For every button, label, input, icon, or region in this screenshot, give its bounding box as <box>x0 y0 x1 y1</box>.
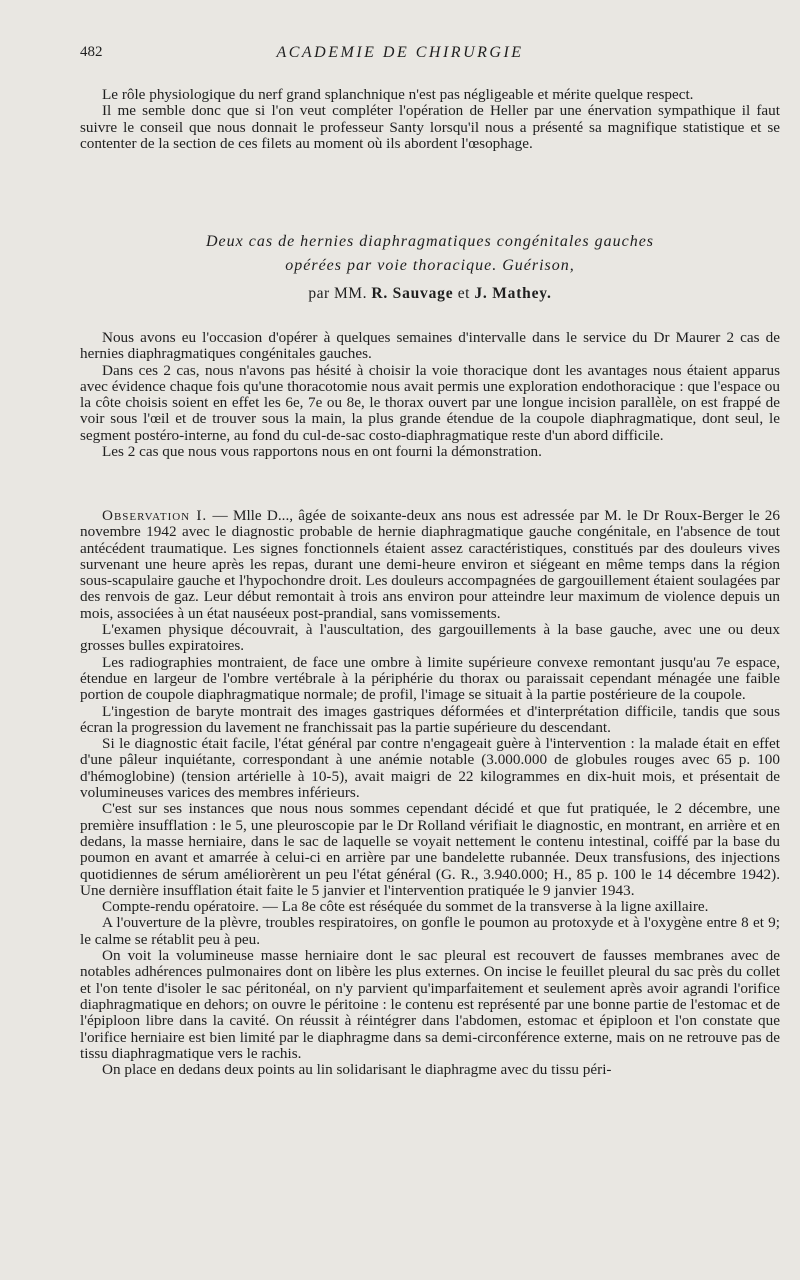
byline <box>80 285 780 303</box>
paragraph: Si le diagnostic était facile, l'état général par contre n'engageait guère à l'intervention : la malade était en effet d'une pâleur inquiétante, correspondant à une anémie notable (3.000.000 de globules rouges avec 65 p. 100 d'hémoglobine) (tension artérielle à 10-5), avait maigri de 22 kilogrammes en dix-huit mois, et présentait de volumineuses varices des membres inférieurs. <box>80 735 780 802</box>
paragraph: L'ingestion de baryte montrait des images gastriques déformées et d'interprétation difficile, tandis que sous écran la progression du lavement ne franchissait pas la partie supérieure du descendant. <box>80 702 780 736</box>
article-title <box>80 230 780 278</box>
paragraph <box>80 508 780 622</box>
intro-text <box>80 87 780 152</box>
author-name: J. Mathey. <box>474 285 552 302</box>
running-head: ACADEMIE DE CHIRURGIE <box>276 44 524 61</box>
paragraph: C'est sur ses instances que nous nous sommes cependant décidé et que fut pratiquée, le 2 décembre, une première insufflation : le 5, une pleuroscopie par le Dr Rolland vérifiait le diagnostic, en montrant, en arrière et en dedans, la masse herniaire, dans le sac de laquelle se voyait nettement le contenu intestinal, coiffé par la base du poumon en avant et amarrée à celui-ci en arrière par une bandelette rubannée. Deux transfusions, des injections quotidiennes de sérum améliorèrent un peu l'état général (G. R., 3.940.000; H., 85 p. 100 le 14 décembre 1942). Une dernière insufflation était faite le 5 janvier et l'intervention pratiquée le 9 janvier 1943. <box>80 800 780 899</box>
article-intro <box>80 330 780 460</box>
paragraph: Compte-rendu opératoire. — La 8e côte est réséquée du sommet de la transverse à la ligne axillaire. <box>102 898 709 916</box>
paragraph: Le rôle physiologique du nerf grand splanchnique n'est pas négligeable et mérite quelque respect. <box>102 86 694 103</box>
page-header <box>0 44 800 66</box>
title-line: opérées par voie thoracique. Guérison, <box>285 257 575 274</box>
paragraph: Nous avons eu l'occasion d'opérer à quelques semaines d'intervalle dans le service du Dr Maurer 2 cas de hernies diaphragmatiques congénitales gauches. <box>80 329 780 363</box>
paragraph: Dans ces 2 cas, nous n'avons pas hésité à choisir la voie thoracique dont les avantages nous étaient apparus avec évidence chaque fois qu'une thoracotomie nous avait permis une exploration endothoracique : que l'espace ou la côte choisis soient en effet les 6e, 7e ou 8e, le thorax ouvert par une longue incision parallèle, on est frappé de voir sous l'œil et de trouver sous la main, la plus grande étendue de la coupole diaphragmatique, dont seul, le segment postéro-interne, au fond du cul-de-sac costo-diaphragmatique reste d'un abord difficile. <box>80 361 780 444</box>
title-line: Deux cas de hernies diaphragmatiques congénitales gauches <box>205 233 655 250</box>
paragraph: On voit la volumineuse masse herniaire dont le sac pleural est recouvert de fausses membranes avec de notables adhérences pulmonaires dont on libère les plus externes. On incise le feuillet pleural du sac près du collet et l'on tente d'isoler le sac péritonéal, on n'y parvient qu'imparfaitement et seulement après avoir agrandi l'orifice diaphragmatique en dehors; on ouvre le péritoine : le contenu est représenté par une bonne partie de l'estomac et de l'épiploon libre dans la cavité. On réussit à réintégrer dans l'abdomen, estomac et épiploon et l'on constate que l'orifice herniaire est bien limité par le diaphragme dans sa demi-circonférence externe, mais on ne retrouve pas de tissu diaphragmatique vers le rachis. <box>80 947 780 1062</box>
paragraph: Les 2 cas que nous vous rapportons nous en ont fourni la démonstration. <box>102 443 542 461</box>
byline-prefix: par MM. <box>308 285 367 302</box>
paragraph: L'examen physique découvrait, à l'auscultation, des gargouillements à la base gauche, avec une ou deux grosses bulles expiratoires. <box>80 621 780 655</box>
byline-conj: et <box>457 285 470 302</box>
paragraph: A l'ouverture de la plèvre, troubles respiratoires, on gonfle le poumon au protoxyde et à l'oxygène entre 8 et 9; le calme se rétablit peu à peu. <box>80 914 780 948</box>
paragraph: Il me semble donc que si l'on veut compléter l'opération de Heller par une énervation sympathique il faut suivre le conseil que nous donnait le professeur Santy lorsqu'il nous a présenté sa magnifique statistique et se contenter de la section de ces filets au moment où ils abordent l'œsophage. <box>80 102 780 152</box>
author-name: R. Sauvage <box>371 285 454 302</box>
paragraph: Les radiographies montraient, de face une ombre à limite supérieure convexe remontant jusqu'au 7e espace, étendue en largeur de l'ombre vertébrale à la périphérie du thorax ou paraissait cependant ménagée une faible portion de coupole diaphragmatique normale; de profil, l'image se situait à la partie postérieure de la coupole. <box>80 653 780 704</box>
paragraph: On place en dedans deux points au lin solidarisant le diaphragme avec du tissu péri- <box>102 1061 612 1079</box>
observation-label: Observation I. <box>102 507 208 524</box>
paragraph-text: — Mlle D..., âgée de soixante-deux ans nous est adressée par M. le Dr Roux-Berger le 26 novembre 1942 avec le diagnostic probable de hernie diaphragmatique gauche congénitale, en l'absence de tout antécédent traumatique. Les signes fonctionnels étaient assez caractéristiques, constitués par des douleurs vives survenant une heure après les repas, durant une demi-heure environ et siégeant en même temps dans la région sous-scapulaire gauche et l'hypochondre droit. Les douleurs accompagnées de gargouillement étaient soulagées par des renvois de gaz. Leur début remontait à trois ans environ pour atteindre leur maximum de violence depuis un mois, associées à un état nauséeux post-prandial, sans vomissements. <box>80 507 780 622</box>
page-number: 482 <box>80 44 103 60</box>
observation-section <box>80 508 780 1078</box>
